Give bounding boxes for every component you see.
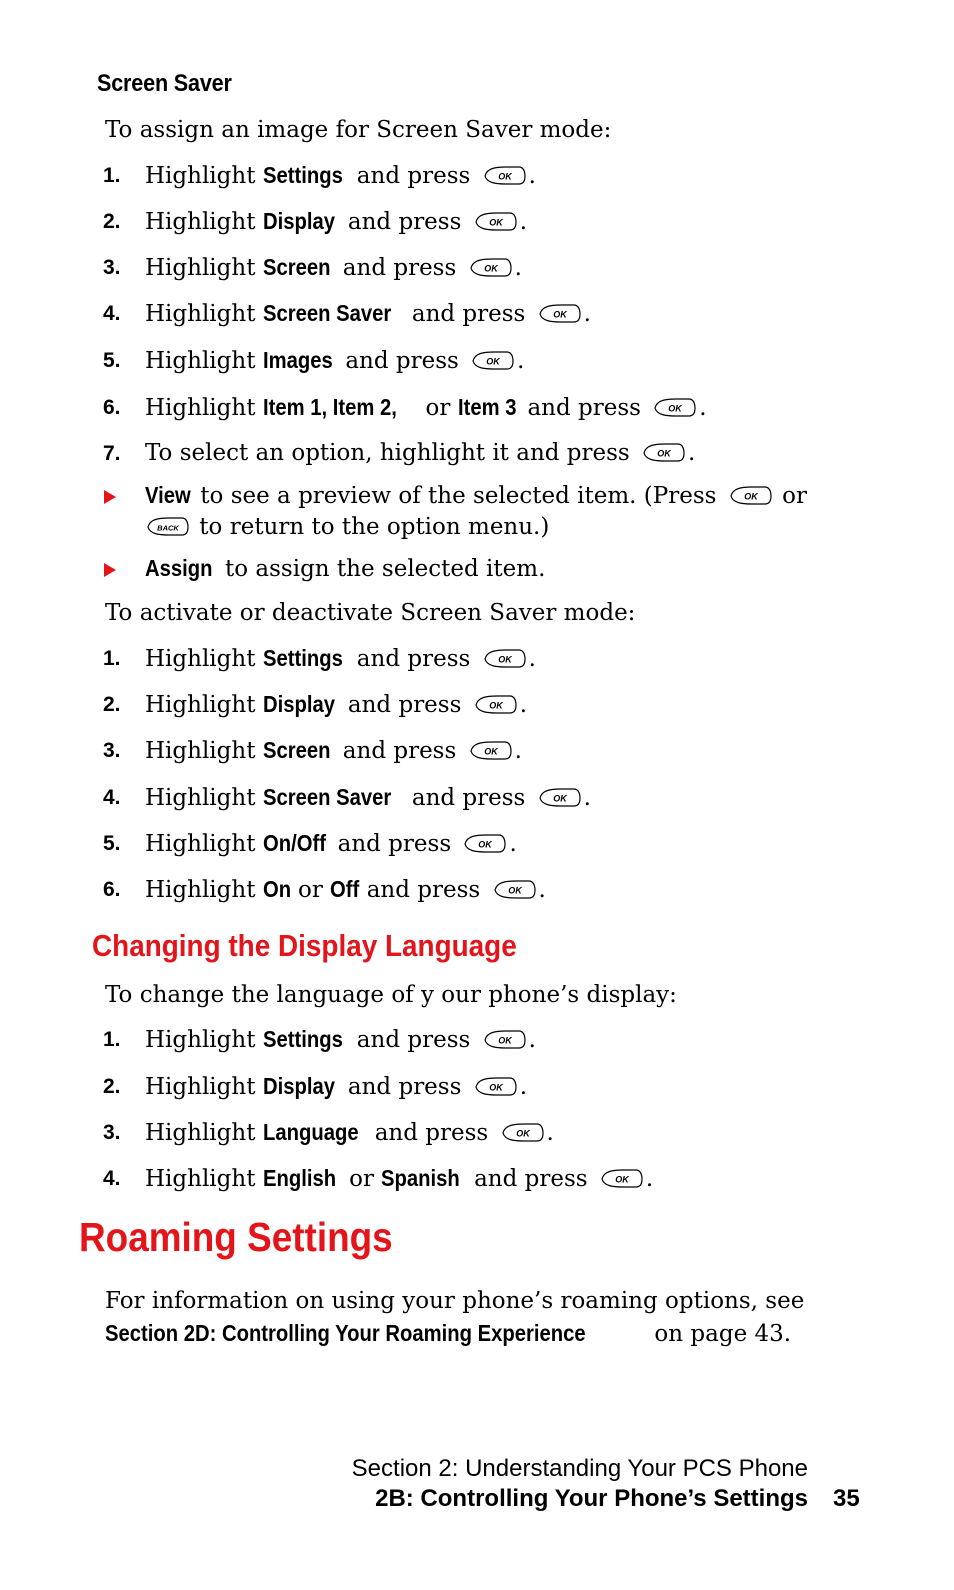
svg-text:OK: OK [483, 746, 498, 757]
svg-text:OK: OK [515, 1128, 530, 1139]
svg-text:OK: OK [668, 403, 683, 414]
step-number: 6. [103, 396, 121, 419]
step-number: 2. [103, 693, 121, 716]
menu-keyword: On [262, 876, 291, 902]
menu-keyword: Screen [262, 737, 331, 763]
step-number: 3. [103, 739, 121, 762]
step-number: 4. [103, 302, 121, 325]
ok-key-icon [473, 211, 519, 238]
menu-keyword: Item 3 [457, 394, 517, 420]
svg-text:OK: OK [615, 1174, 629, 1185]
ok-key-icon [599, 1168, 645, 1195]
menu-keyword: English [262, 1165, 336, 1191]
ok-key-icon [482, 1029, 528, 1056]
step-number: 7. [103, 442, 121, 465]
assign-intro: To assign an image for Screen Saver mode: [105, 117, 612, 143]
menu-keyword: Screen Saver [262, 784, 392, 810]
menu-keyword: Assign [145, 555, 213, 581]
menu-keyword: Images [262, 347, 333, 373]
ok-key-icon [652, 397, 698, 424]
step-number: 1. [103, 1028, 121, 1051]
svg-text:OK: OK [744, 491, 758, 502]
menu-keyword: Display [262, 208, 335, 234]
ok-key-icon [468, 740, 514, 767]
activate-intro: To activate or deactivate Screen Saver mode: [105, 600, 636, 626]
menu-keyword: Display [262, 691, 335, 717]
svg-text:OK: OK [488, 700, 503, 711]
ok-key-icon [500, 1122, 546, 1149]
ok-key-icon [728, 485, 774, 512]
menu-keyword: Settings [262, 1026, 343, 1052]
step-number: 5. [103, 349, 121, 372]
bullet-arrow-icon [104, 490, 116, 504]
ok-key-icon [641, 442, 687, 469]
section-reference-link[interactable]: Section 2D: Controlling Your Roaming Experience [105, 1320, 586, 1346]
step-number: 3. [103, 1121, 121, 1144]
step-number: 5. [103, 832, 121, 855]
svg-text:OK: OK [552, 793, 567, 804]
step-number: 2. [103, 1075, 121, 1098]
bullet-arrow-icon [104, 563, 116, 577]
step-number: 4. [103, 786, 121, 809]
svg-text:OK: OK [497, 654, 512, 665]
menu-keyword: Screen Saver [262, 300, 392, 326]
ok-key-icon [468, 257, 514, 284]
language-intro: To change the language of y our phone’s display: [105, 982, 677, 1008]
menu-keyword: Item 1, Item 2, [262, 394, 397, 420]
svg-text:OK: OK [483, 263, 498, 274]
svg-text:OK: OK [488, 1082, 503, 1093]
step-number: 1. [103, 647, 121, 670]
ok-key-icon [473, 1076, 519, 1103]
svg-text:OK: OK [657, 448, 671, 459]
menu-keyword: Settings [262, 645, 343, 671]
ok-key-icon [462, 833, 508, 860]
step-number: 4. [103, 1167, 121, 1190]
roaming-heading: Roaming Settings [79, 1214, 393, 1260]
step-number: 3. [103, 256, 121, 279]
step-number: 6. [103, 878, 121, 901]
svg-text:OK: OK [552, 309, 567, 320]
menu-keyword: Off [330, 876, 360, 902]
menu-keyword: Display [262, 1073, 335, 1099]
svg-text:OK: OK [486, 356, 500, 367]
menu-keyword: Spanish [381, 1165, 461, 1191]
svg-text:OK: OK [507, 885, 522, 896]
ok-key-icon [537, 303, 583, 330]
svg-text:BACK: BACK [157, 523, 179, 533]
svg-text:OK: OK [497, 1035, 512, 1046]
svg-text:OK: OK [478, 839, 493, 850]
page-number: 35 [833, 1485, 860, 1512]
screen-saver-heading: Screen Saver [97, 70, 232, 97]
svg-text:OK: OK [497, 171, 512, 182]
footer-section-title: Section 2: Understanding Your PCS Phone [351, 1455, 808, 1482]
menu-keyword: Screen [262, 254, 331, 280]
ok-key-icon [482, 648, 528, 675]
ok-key-icon [470, 350, 516, 377]
ok-key-icon [473, 694, 519, 721]
roaming-paragraph: For information on using your phone’s roaming options, see Section 2D: Controlling Your Roaming Experience on page 43. [105, 1285, 804, 1350]
footer-chapter-title: 2B: Controlling Your Phone’s Settings [375, 1485, 808, 1512]
step-number: 2. [103, 210, 121, 233]
menu-keyword: On/Off [262, 830, 326, 856]
ok-key-icon [537, 787, 583, 814]
roaming-text: For information on using your phone’s roaming options, see [105, 1288, 805, 1314]
svg-text:OK: OK [488, 217, 503, 228]
menu-keyword: Settings [262, 162, 343, 188]
language-heading: Changing the Display Language [92, 928, 517, 963]
ok-key-icon [492, 879, 538, 906]
menu-keyword: Language [262, 1119, 359, 1145]
menu-keyword: View [145, 482, 191, 508]
back-key-icon [145, 516, 191, 543]
ok-key-icon [482, 165, 528, 192]
step-number: 1. [103, 164, 121, 187]
